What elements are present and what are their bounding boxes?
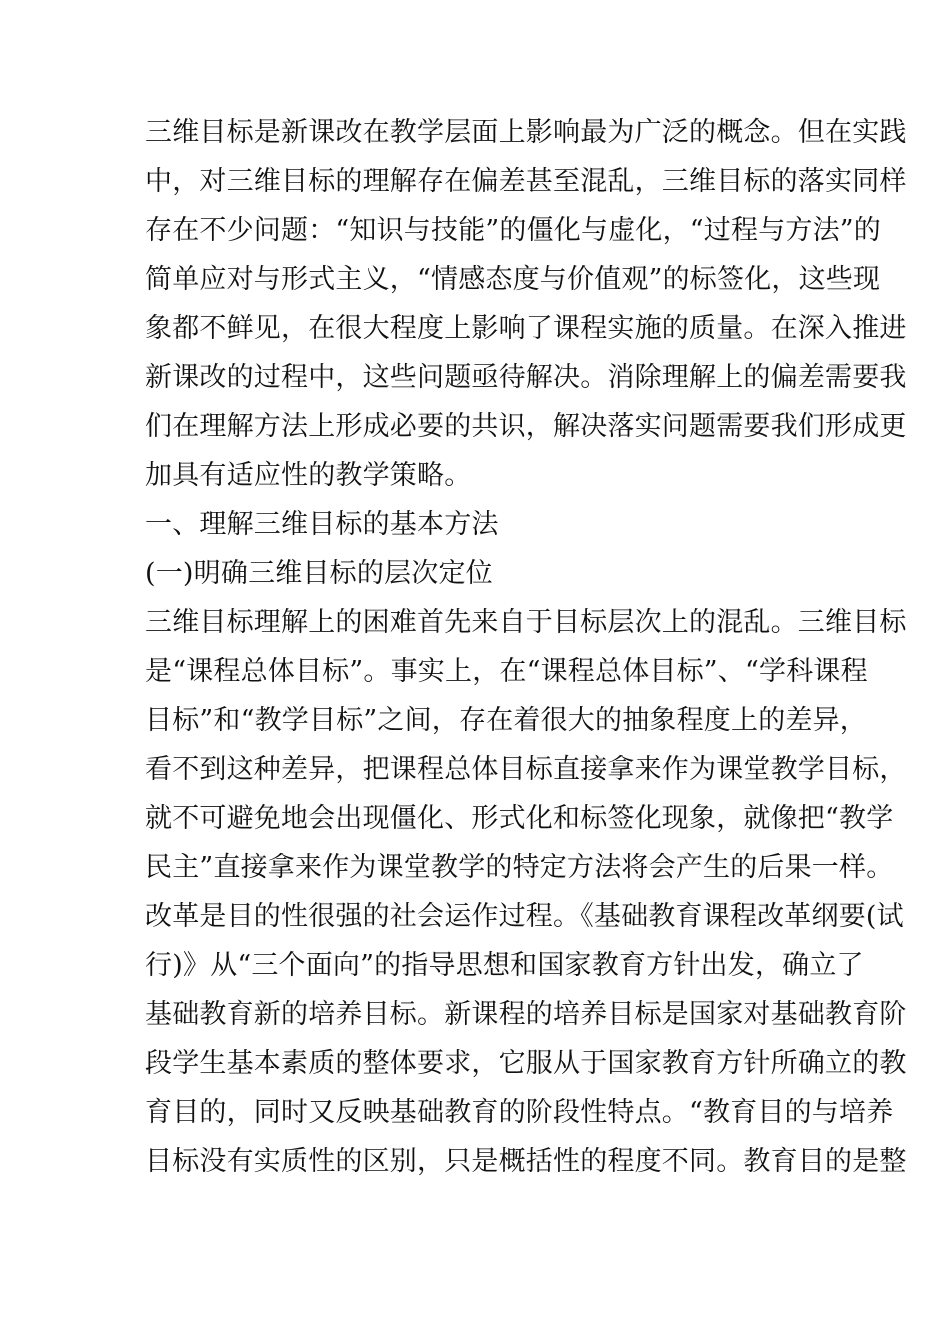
text-line: 象都不鲜见，在很大程度上影响了课程实施的质量。在深入推进 — [145, 313, 907, 344]
text-line: 存在不少问题：“知识与技能”的僵化与虚化，“过程与方法”的 — [145, 215, 882, 246]
text-line: 看不到这种差异，把课程总体目标直接拿来作为课堂教学目标， — [145, 754, 907, 785]
text-line: 简单应对与形式主义，“情感态度与价值观”的标签化，这些现 — [145, 264, 881, 295]
text-line: 加具有适应性的教学策略。 — [145, 460, 472, 491]
section-heading: 一、理解三维目标的基本方法 — [145, 509, 499, 540]
text-line: 行)》从“三个面向”的指导思想和国家教育方针出发，确立了 — [145, 950, 864, 981]
text-line: 育目的，同时又反映基础教育的阶段性特点。“教育目的与培养 — [145, 1097, 894, 1128]
text-line: 民主”直接拿来作为课堂教学的特定方法将会产生的后果一样。 — [145, 852, 894, 883]
text-line: 新课改的过程中，这些问题亟待解决。消除理解上的偏差需要我 — [145, 362, 907, 393]
text-line: 改革是目的性很强的社会运作过程。《基础教育课程改革纲要(试 — [145, 901, 904, 932]
document-body — [145, 108, 907, 1186]
text-line: 目标没有实质性的区别，只是概括性的程度不同。教育目的是整 — [145, 1146, 907, 1177]
text-line: 就不可避免地会出现僵化、形式化和标签化现象，就像把“教学 — [145, 803, 894, 834]
text-line: 三维目标是新课改在教学层面上影响最为广泛的概念。但在实践 — [145, 117, 907, 148]
text-line: 段学生基本素质的整体要求，它服从于国家教育方针所确立的教 — [145, 1048, 907, 1079]
text-line: 是“课程总体目标”。事实上，在“课程总体目标”、“学科课程 — [145, 656, 868, 687]
text-line: 目标”和“教学目标”之间，存在着很大的抽象程度上的差异， — [145, 705, 868, 736]
text-line: 们在理解方法上形成必要的共识，解决落实问题需要我们形成更 — [145, 411, 907, 442]
subsection-heading: (一)明确三维目标的层次定位 — [145, 558, 493, 589]
text-line: 中，对三维目标的理解存在偏差甚至混乱，三维目标的落实同样 — [145, 166, 907, 197]
text-line: 基础教育新的培养目标。新课程的培养目标是国家对基础教育阶 — [145, 999, 907, 1030]
text-line: 三维目标理解上的困难首先来自于目标层次上的混乱。三维目标 — [145, 607, 907, 638]
